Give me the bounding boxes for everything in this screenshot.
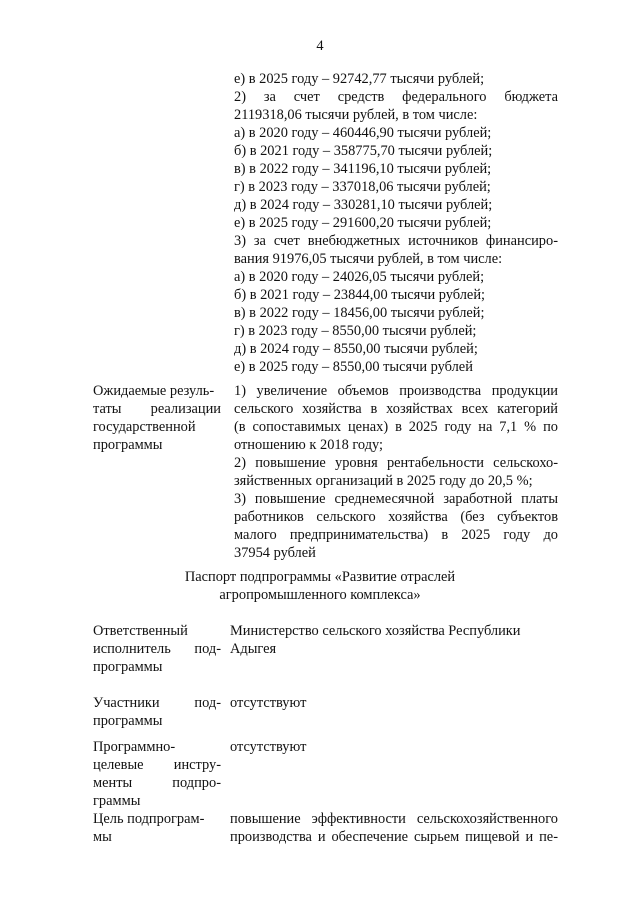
results-label-line: программы [93, 437, 163, 453]
row-label-line: исполнитель под- [93, 641, 221, 657]
row-label-line: менты подпро- [93, 775, 221, 791]
financing-line: 3) за счет внебюджетных источников финансиро- [234, 233, 558, 249]
financing-line: 2119318,06 тысячи рублей, в том числе: [234, 107, 478, 123]
row-value-line: отсутствуют [230, 739, 307, 755]
row-label-line: Программно- [93, 739, 176, 755]
financing-line: б) в 2021 году – 358775,70 тысячи рублей; [234, 143, 493, 159]
financing-line: б) в 2021 году – 23844,00 тысячи рублей; [234, 287, 486, 303]
results-value-line: 37954 рублей [234, 545, 316, 561]
results-value-line: отношению к 2018 году; [234, 437, 384, 453]
results-label-line: государственной [93, 419, 196, 435]
row-value-line: отсутствуют [230, 695, 307, 711]
row-value-line: производства и обеспечение сырьем пищевой и пе- [230, 829, 558, 845]
results-value-line: работников сельского хозяйства (без субъектов [234, 509, 558, 525]
subprogram-title-line: агропромышленного комплекса» [219, 587, 421, 603]
financing-line: в) в 2022 году – 341196,10 тысячи рублей; [234, 161, 492, 177]
results-value-line: (в сопоставимых ценах) в 2025 году на 7,1 % по [234, 419, 558, 435]
financing-line: 2) за счет средств федерального бюджета [234, 89, 558, 105]
results-value-line: малого предпринимательства) в 2025 году до [234, 527, 558, 543]
financing-line: в) в 2022 году – 18456,00 тысячи рублей; [234, 305, 485, 321]
results-value-line: сельского хозяйства в хозяйствах всех категорий [234, 401, 558, 417]
row-label-line: целевые инстру- [93, 757, 221, 773]
row-value-line: Министерство сельского хозяйства Республики [230, 623, 521, 639]
page-number: 4 [316, 38, 324, 54]
row-value-line: повышение эффективности сельскохозяйственного [230, 811, 558, 827]
results-label-line: таты реализации [93, 401, 221, 417]
financing-line: д) в 2024 году – 8550,00 тысячи рублей; [234, 341, 478, 357]
results-label-line: Ожидаемые резуль- [93, 383, 215, 399]
financing-line: д) в 2024 году – 330281,10 тысячи рублей; [234, 197, 493, 213]
financing-line: е) в 2025 году – 92742,77 тысячи рублей; [234, 71, 485, 87]
row-label-line: мы [93, 829, 112, 845]
row-label-line: Участники под- [93, 695, 221, 711]
financing-line: е) в 2025 году – 8550,00 тысячи рублей [234, 359, 473, 375]
row-value-line: Адыгея [230, 641, 277, 657]
results-value-line: 2) повышение уровня рентабельности сельскохо- [234, 455, 558, 471]
results-value-line: зяйственных организаций в 2025 году до 20,5 %; [234, 473, 533, 489]
financing-line: а) в 2020 году – 24026,05 тысячи рублей; [234, 269, 485, 285]
financing-line: г) в 2023 году – 337018,06 тысячи рублей; [234, 179, 491, 195]
subprogram-title-line: Паспорт подпрограммы «Развитие отраслей [184, 569, 456, 585]
row-label-line: граммы [93, 793, 141, 809]
row-label-line: программы [93, 713, 163, 729]
row-label-line: Ответственный [93, 623, 188, 639]
row-label-line: программы [93, 659, 163, 675]
financing-line: г) в 2023 году – 8550,00 тысячи рублей; [234, 323, 477, 339]
results-value-line: 3) повышение среднемесячной заработной платы [234, 491, 558, 507]
financing-line: а) в 2020 году – 460446,90 тысячи рублей; [234, 125, 492, 141]
financing-line: е) в 2025 году – 291600,20 тысячи рублей; [234, 215, 492, 231]
financing-line: вания 91976,05 тысячи рублей, в том числе: [234, 251, 503, 267]
results-value-line: 1) увеличение объемов производства продукции [234, 383, 558, 399]
row-label-line: Цель подпрограм- [93, 811, 205, 827]
